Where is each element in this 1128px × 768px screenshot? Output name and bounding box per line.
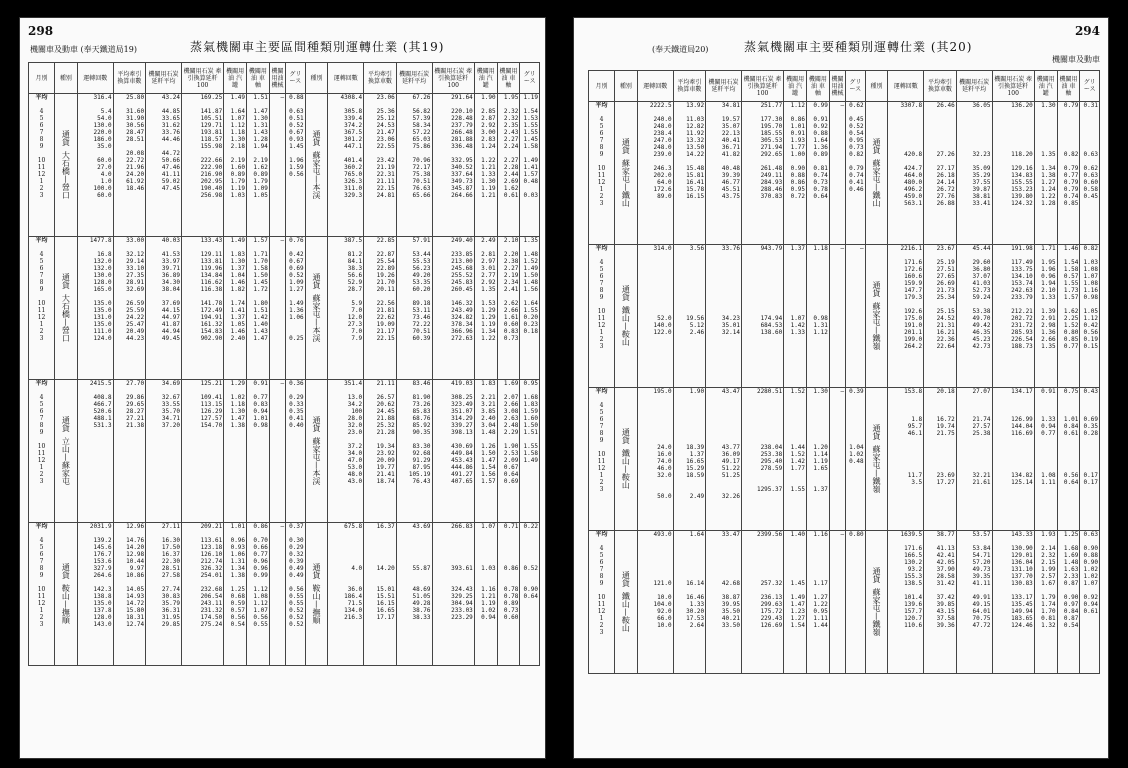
- data-cell: 0.82 1.03 1.08 1.07 1.08 1.16 0.98 1.05 1.12 0.42 0.56 0.19 0.15: [1080, 245, 1100, 388]
- data-cell: 16.37 14.20 15.01 15.51 16.15 16.65 17.17: [364, 523, 397, 666]
- data-cell: 1.57 1.71 1.70 1.58 1.50 1.45 1.72 1.80 1.51 1.42 1.40 1.43 1.47: [247, 237, 270, 380]
- data-cell: 2031.9 139.2 145.6 176.7 153.6 327.9 264.6 142.3 138.8 135.0 137.8 128.0 143.0: [77, 523, 113, 666]
- data-cell: 1.90 18.39 1.37 16.65 15.29 18.59 2.49: [673, 388, 706, 531]
- kind-route-cell: 通貨 蘇家屯—鐵山: [615, 102, 638, 245]
- data-cell: 43.69 55.87 48.69 51.05 49.28 38.76 38.33: [396, 523, 432, 666]
- data-cell: 2.10 2.20 2.38 2.27 2.19 2.34 2.41 2.62 2.66 1.61 0.60 0.83 0.73: [497, 237, 520, 380]
- column-header: 平均牽引換算車數: [364, 63, 397, 94]
- data-cell: 0.99 0.91 0.92 0.88 1.64 1.36 0.89 0.81 0.74 0.73 0.78 0.64: [807, 102, 830, 245]
- column-header: 機關用油 汽罐: [224, 63, 247, 94]
- data-cell: 43.47 43.77 36.09 49.17 51.22 51.25 32.26: [706, 388, 742, 531]
- data-cell: 20.18 16.72 19.74 21.75 23.69 17.27: [924, 388, 957, 531]
- data-cell: 1.71 1.95 1.96 0.96 1.94 2.10 1.33 1.39 2.91 2.98 1.36 2.66 1.35: [1034, 245, 1057, 388]
- data-cell: 1.49 1.83 1.30 1.37 1.04 1.46 1.82 1.74 1.41 1.37 1.05 1.46 2.40: [224, 237, 247, 380]
- kind-route-cell: 通貨 鞍山—撫順: [305, 523, 328, 666]
- data-cell: 1.35 1.48 1.52 1.49 1.50 1.48 1.56 1.64 1.55 0.20 0.23 0.18: [520, 237, 540, 380]
- data-cell: —: [269, 94, 285, 237]
- month-cell: 平均 4 5 6 7 8 9 10 11 12 1 2 3: [29, 380, 55, 523]
- data-cell: 314.0 52.0 140.0 122.0: [637, 245, 673, 388]
- data-cell: 1.29 1.02 1.18 1.30 1.47 1.38: [224, 380, 247, 523]
- column-header: 機關用石炭 牽引換算延粁100: [432, 63, 474, 94]
- data-cell: 1639.5 171.6 166.5 130.2 93.2 155.3 138.5 101.4 139.6 157.7 120.7 110.6: [888, 531, 924, 674]
- data-cell: 36.05 32.23 35.09 35.29 37.55 39.87 38.81 33.41: [956, 102, 992, 245]
- column-header: 運轉回數: [637, 71, 673, 102]
- average-label: 平均: [35, 237, 48, 244]
- column-header: 運轉回數: [888, 71, 924, 102]
- data-cell: 0.91 0.77 0.83 0.94 1.01 0.98: [247, 380, 270, 523]
- page-subtitle: (奉天鐵道局20): [652, 45, 709, 54]
- data-cell: 0.22 0.52 0.90 0.64: [520, 523, 540, 666]
- data-cell: 1.01 0.96 0.93 1.06 1.31 1.34 1.38 1.25 0.68 0.59 0.57 0.56 0.54: [224, 523, 247, 666]
- data-cell: 1.52 1.44 1.52 1.42 1.77 1.55: [784, 388, 807, 531]
- column-header: 機關用石炭 牽引換算延粁100: [741, 71, 783, 102]
- data-cell: 136.20 118.20 129.16 134.83 155.55 153.23 139.80 124.32: [992, 102, 1034, 245]
- data-cell: 209.21 113.61 123.18 126.10 212.74 326.32 254.01 232.68 206.54 243.11 231.32 174.50 275.24: [181, 523, 223, 666]
- column-header: 平均牽引換算車數: [924, 71, 957, 102]
- data-cell: 0.63 0.90 0.88 0.90 1.02 1.02 1.07 0.92 0.94 0.61: [1080, 531, 1100, 674]
- column-header: 機關用石炭 牽引換算延粁100: [992, 71, 1034, 102]
- data-cell: 1.64 16.14 16.46 1.33 30.20 17.53 2.64: [673, 531, 706, 674]
- data-cell: 67.26 56.82 57.39 58.34 57.22 65.03 75.86 70.96 72.17 75.38 70.51 76.63 65.66: [396, 94, 432, 237]
- month-cell: 平均 4 5 6 7 8 9 10 11 12 1 2 3: [589, 102, 615, 245]
- data-cell: 40.03 41.53 33.97 39.71 36.89 34.30 38.04 37.69 44.15 44.97 41.87 44.94 49.45: [146, 237, 182, 380]
- average-label: 平均: [595, 102, 608, 109]
- data-cell: 34.81 19.57 35.07 22.13 40.41 36.71 41.82 40.48 39.39 46.77 45.51 43.75: [706, 102, 742, 245]
- data-cell: 53.57 53.84 54.71 57.20 49.73 39.35 41.11 49.91 49.15 64.01 70.75 47.72: [956, 531, 992, 674]
- data-cell: 1.49 1.64 1.07 1.12 1.18 1.30 2.18 2.19 1.60 0.89 1.79 1.19 1.03: [224, 94, 247, 237]
- data-cell: 1.25 1.68 1.69 1.48 1.63 2.33 0.87 0.90 0.97 0.84 0.87 0.54: [1057, 531, 1080, 674]
- column-header: グリース: [1080, 71, 1100, 102]
- data-cell: 125.21 109.41 113.15 126.29 127.57 154.70: [181, 380, 223, 523]
- month-cell: 平均 4 5 6 7 8 9 10 11 12 1 2 3: [29, 237, 55, 380]
- kind-route-cell: 通貨 蘇家屯—鐵嶺: [865, 388, 888, 531]
- data-cell: 1.40 1.45 1.49 1.47 1.23 1.27 1.54: [784, 531, 807, 674]
- column-header: 機關用石炭 延粁平均: [396, 63, 432, 94]
- data-cell: 675.8 4.0 36.0 186.4 71.5 134.0 216.3: [328, 523, 364, 666]
- column-header: 機關用油 車軸: [807, 71, 830, 102]
- column-header: 機關用油 機械: [829, 71, 845, 102]
- data-cell: 34.69 32.67 33.55 35.70 34.71 37.20: [146, 380, 182, 523]
- data-cell: 0.75 1.01 0.84 0.61 0.56 0.64: [1057, 388, 1080, 531]
- data-cell: 0.88 0.63 0.51 0.52 0.67 0.93 1.45 1.96 1.59 0.56: [286, 94, 306, 237]
- data-cell: 1.51 1.47 1.30 1.31 1.43 1.28 1.94 2.19 1.62 0.89 1.79 1.09 1.05: [247, 94, 270, 237]
- table-block: [29, 94, 540, 237]
- data-cell: 1.83 2.21 3.21 3.85 2.40 3.04 1.48 1.26 1.50 1.47 1.54 1.56 1.57: [474, 380, 497, 523]
- data-cell: 153.8 1.8 95.7 46.1 11.7 3.5: [888, 388, 924, 531]
- column-header: 運轉回數: [77, 63, 113, 94]
- data-cell: 1.18 0.98 1.31 1.12: [807, 245, 830, 388]
- table-block: [29, 237, 540, 380]
- page-subtitle-right: 機關車及動車: [1052, 55, 1100, 64]
- data-cell: 419.03 308.25 323.49 351.07 314.29 339.27 398.13 430.69 449.84 453.43 444.86 491.27 407.65: [432, 380, 474, 523]
- data-cell: 169.25 141.87 105.51 129.71 193.81 118.57 155.98 222.66 222.90 216.90 202.95 190.40 256.98: [181, 94, 223, 237]
- data-cell: 0.76 0.42 0.67 0.69 0.52 1.09 1.27 1.49 1.36 1.06 0.25: [286, 237, 306, 380]
- table-block: [589, 245, 1100, 388]
- data-cell: 0.31 0.63 0.62 0.63 0.60 0.58 0.45: [1080, 102, 1100, 245]
- data-cell: 33.47 42.68 38.87 39.95 35.50 40.21 33.50: [706, 531, 742, 674]
- data-cell: 291.64 220.10 228.48 237.79 266.48 281.88 336.48 332.95 340.52 337.64 349.73 345.87 264.66: [432, 94, 474, 237]
- month-cell: 平均 4 5 6 7 8 9 10 11 12 1 2 3: [589, 245, 615, 388]
- data-cell: 143.33 130.90 129.01 136.04 131.10 137.70 130.83 133.17 135.45 149.94 183.65 124.46: [992, 531, 1034, 674]
- column-header: 種別: [615, 71, 638, 102]
- page-subtitle: 機關車及動車 (奉天鐵道局19): [30, 45, 137, 54]
- data-cell: 2222.5 240.0 248.0 238.4 247.0 248.0 239.0 246.3 202.0 64.0 172.6 89.0: [637, 102, 673, 245]
- data-cell: 2280.51 238.04 253.38 295.40 278.59 1295.37: [741, 388, 783, 531]
- average-label: 平均: [35, 380, 48, 387]
- kind-route-cell: 通貨 蘇家屯—本渓: [305, 380, 328, 523]
- column-header: 機關用石炭 牽引換算延粁100: [181, 63, 223, 94]
- data-cell: —: [269, 380, 285, 523]
- data-cell: 191.98 117.49 133.75 134.10 153.74 242.63 233.79 212.21 202.72 231.72 285.93 226.54 188.73: [992, 245, 1034, 388]
- data-cell: 4308.4 305.8 339.4 374.2 367.5 301.2 447.1 401.4 360.2 765.0 326.3 311.0 329.3: [328, 94, 364, 237]
- data-cell: 13.92 11.03 12.82 11.92 13.32 13.50 14.22 15.48 15.81 16.41 15.78 16.15: [673, 102, 706, 245]
- data-cell: 1.95 2.32 2.32 2.35 2.43 2.27 2.24 2.27 2.28 2.44 2.69 1.62 0.61: [497, 94, 520, 237]
- data-cell: 45.44 29.60 36.80 37.07 41.03 52.73 59.24 53.38 49.70 49.42 46.35 45.23 42.73: [956, 245, 992, 388]
- data-cell: 0.91 1.33 0.94 0.77 1.08 1.11: [1034, 388, 1057, 531]
- data-cell: 387.5 81.2 84.1 38.3 56.6 52.9 28.7 5.9 7.0 12.0 27.3 7.0 7.9: [328, 237, 364, 380]
- data-cell: 23.06 25.36 25.12 24.53 21.47 23.06 22.55 23.42 21.19 22.31 21.11 22.15 24.81: [364, 94, 397, 237]
- month-cell: 平均 4 5 6 7 8 9 10 11 12 1 2 3: [29, 94, 55, 237]
- table-block: [29, 380, 540, 523]
- data-cell: 0.95 1.68 1.83 1.59 1.60 1.50 1.51 1.55 1.58 1.49: [520, 380, 540, 523]
- data-cell: 57.91 53.44 55.53 56.23 49.20 53.35 60.20 89.18 53.11 73.46 72.22 70.51 60.39: [396, 237, 432, 380]
- column-header: 運轉回數: [328, 63, 364, 94]
- column-header: 機關用油 汽罐: [784, 71, 807, 102]
- page-number: 294: [1074, 24, 1100, 38]
- month-cell: 平均 4 5 6 7 8 9 10 11 12 1 2 3: [589, 531, 615, 674]
- data-cell: —: [829, 245, 845, 388]
- data-cell: 0.39 1.04 1.02 0.48: [846, 388, 866, 531]
- column-header: 機關用石炭 延粁平均: [146, 63, 182, 94]
- kind-route-cell: 通貨 鞍山—撫順: [55, 523, 78, 666]
- data-cell: 33.76 34.23 35.01 32.14: [706, 245, 742, 388]
- data-cell: 2.49 2.81 2.97 3.01 2.77 2.92 1.35 1.53 1.29 1.29 1.19 1.34 1.22: [474, 237, 497, 380]
- data-cell: 1.30 1.20 1.14 1.19 1.65 1.37: [807, 388, 830, 531]
- data-cell: 1.16 1.17 1.27 1.22 0.95 1.11 1.44: [807, 531, 830, 674]
- column-header: 種別: [305, 63, 328, 94]
- data-cell: 83.46 81.90 73.26 85.83 68.76 85.92 90.35 83.30 92.68 91.29 87.95 105.19 76.43: [396, 380, 432, 523]
- data-cell: 21.11 26.57 20.62 24.45 21.88 25.32 21.28 19.34 23.92 20.09 19.77 21.41 18.74: [364, 380, 397, 523]
- data-cell: 1.93 2.14 2.32 2.15 1.99 2.57 1.67 1.79 1.74 1.70 0.81 1.32: [1034, 531, 1057, 674]
- month-cell: 平均 4 5 6 7 8 9 10 11 12 1 2 3: [589, 388, 615, 531]
- data-cell: 0.80: [846, 531, 866, 674]
- data-cell: 0.43 0.69 0.35 0.28 0.17 0.17: [1080, 388, 1100, 531]
- data-cell: 27.70 29.86 29.65 28.27 27.21 21.38: [113, 380, 146, 523]
- data-cell: 0.37 0.30 0.29 0.32 0.39 0.49 0.49 0.56 0.55 0.55 0.52 0.52 0.52: [286, 523, 306, 666]
- data-cell: 266.83 393.61 324.43 329.25 304.94 233.03 223.29: [432, 523, 474, 666]
- data-cell: 2415.5 408.8 466.7 520.6 488.1 531.3: [77, 380, 113, 523]
- column-header: 機關用油 車軸: [1057, 71, 1080, 102]
- kind-route-cell: 通貨 蘇家屯—鐵山: [865, 102, 888, 245]
- data-cell: 943.79 174.94 684.53 138.60: [741, 245, 783, 388]
- data-cell: —: [829, 102, 845, 245]
- data-cell: 0.79 0.82 0.79 0.77 0.79 0.79 0.74 0.85: [1057, 102, 1080, 245]
- data-cell: 3307.8 420.8 424.7 464.0 480.0 496.2 459.0 563.1: [888, 102, 924, 245]
- data-cell: 0.71 0.86 0.78 0.78 0.89 0.73 0.60: [497, 523, 520, 666]
- page-title: 蒸氣機關車主要區間種類別運轉仕業 (其19): [190, 40, 445, 54]
- data-cell: 1.69 2.07 2.66 3.08 2.63 2.48 2.29 1.90 2.53 2.09 0.67 0.64 0.69: [497, 380, 520, 523]
- column-header: 平均牽引換算車數: [673, 71, 706, 102]
- data-table: [28, 62, 540, 666]
- data-cell: 27.11 16.30 17.50 16.37 22.30 28.51 27.58 27.74 30.83 35.79 36.31 31.95 29.85: [146, 523, 182, 666]
- data-cell: 351.4 13.0 34.2 100 28.0 32.0 23.0 37.2 34.0 47.0 53.0 48.0 43.0: [328, 380, 364, 523]
- data-cell: 33.00 32.12 29.14 33.10 27.35 28.91 32.69 26.59 25.59 24.22 25.47 20.49 44.23: [113, 237, 146, 380]
- column-header: 平均牽引換算車數: [113, 63, 146, 94]
- average-label: 平均: [35, 94, 48, 101]
- data-cell: —: [846, 245, 866, 388]
- data-cell: 1477.8 16.8 132.0 132.0 130.0 128.0 165.0 135.0 135.0 131.0 135.0 111.0 124.0: [77, 237, 113, 380]
- column-header: グリース: [846, 71, 866, 102]
- data-cell: 1.46 1.54 1.58 0.57 1.55 1.73 1.57 1.62 2.25 1.52 0.80 0.85 0.77: [1057, 245, 1080, 388]
- data-cell: 0.62 0.45 0.52 0.54 0.95 0.73 0.82 0.79 0.74 0.41 0.46: [846, 102, 866, 245]
- kind-route-cell: 通貨 蘇家屯—本渓: [305, 237, 328, 380]
- data-cell: 1.12 0.86 1.01 0.91 1.93 1.77 1.00 0.90 0.88 0.86 0.95 0.72: [784, 102, 807, 245]
- table-block: [589, 102, 1100, 245]
- column-header: 機關用油 車軸: [497, 63, 520, 94]
- data-cell: 195.0 24.0 16.0 74.0 46.0 32.0 50.0: [637, 388, 673, 531]
- data-cell: 22.85 22.87 25.54 22.89 19.26 21.70 20.11 22.56 21.81 22.62 19.09 21.17 22.15: [364, 237, 397, 380]
- data-cell: 27.07 21.74 27.57 25.38 32.21 21.61: [956, 388, 992, 531]
- data-cell: 134.17 126.99 144.04 116.69 134.82 125.14: [992, 388, 1034, 531]
- kind-route-cell: 通貨 立山—蘇家屯: [55, 380, 78, 523]
- data-cell: —: [269, 523, 285, 666]
- kind-route-cell: 通貨 蘇家屯—鐵嶺: [865, 531, 888, 674]
- data-cell: —: [829, 531, 845, 674]
- column-header: 機關用石炭 延粁平均: [956, 71, 992, 102]
- column-header: グリース: [286, 63, 306, 94]
- average-label: 平均: [595, 388, 608, 395]
- data-cell: 1.07 1.03 1.16 1.21 1.19 1.02 0.94: [474, 523, 497, 666]
- data-cell: 2399.56 257.32 236.13 299.63 175.72 229.43 126.69: [741, 531, 783, 674]
- data-cell: 1.19 1.54 1.53 1.55 1.55 1.45 1.58 1.49 1.41 1.57 0.48 0.03: [520, 94, 540, 237]
- average-label: 平均: [595, 245, 608, 252]
- data-cell: 12.96 14.76 14.20 12.98 10.44 9.97 10.86 14.05 14.93 14.72 15.80 18.31 12.74: [113, 523, 146, 666]
- column-header: 機關用石炭 延粁平均: [706, 71, 742, 102]
- column-header: 月別: [29, 63, 55, 94]
- data-cell: 249.40 233.85 213.00 245.68 255.52 245.83 260.45 146.32 243.49 324.82 378.34 366.96 272.63: [432, 237, 474, 380]
- data-cell: 251.77 177.30 195.70 185.55 305.53 271.94 292.65 261.48 249.11 284.93 288.46 370.83: [741, 102, 783, 245]
- kind-route-cell: 通貨 蘇家屯—鐵嶺: [865, 245, 888, 388]
- column-header: 機關用油 車軸: [247, 63, 270, 94]
- data-cell: 0.36 0.29 0.33 0.35 0.41 0.40: [286, 380, 306, 523]
- data-cell: —: [269, 237, 285, 380]
- column-header: 種別: [55, 63, 78, 94]
- column-header: グリース: [520, 63, 540, 94]
- data-cell: 493.0 121.0 10.0 104.0 92.0 66.0 10.0: [637, 531, 673, 674]
- data-cell: —: [829, 388, 845, 531]
- data-cell: 43.24 44.85 33.65 31.62 33.76 44.46 44.72 50.66 47.46 41.11 59.02 47.45: [146, 94, 182, 237]
- right-page: [574, 18, 1108, 758]
- data-cell: 1.90 2.85 2.87 2.92 3.00 2.83 1.24 1.22 1.21 1.33 1.30 1.19 1.21: [474, 94, 497, 237]
- data-table: [588, 70, 1100, 674]
- data-cell: 1.37 1.07 1.42 1.33: [784, 245, 807, 388]
- average-label: 平均: [595, 531, 608, 538]
- data-cell: 23.67 25.19 27.51 27.65 26.69 21.73 25.34 25.15 24.52 21.31 16.21 22.36 22.64: [924, 245, 957, 388]
- kind-route-cell: 通貨 大石橋—營口: [55, 94, 78, 237]
- kind-route-cell: 通貨 鐵山—鞍山: [615, 531, 638, 674]
- page-number: 298: [28, 24, 54, 38]
- column-header: 月別: [589, 71, 615, 102]
- kind-route-cell: 通貨 大石橋—營口: [55, 237, 78, 380]
- column-header: 機關用油 汽罐: [1034, 71, 1057, 102]
- data-cell: 3.56 19.56 5.12 2.46: [673, 245, 706, 388]
- kind-route-cell: 通貨 蘇家屯—本渓: [305, 94, 328, 237]
- month-cell: 平均 4 5 6 7 8 9 10 11 12 1 2 3: [29, 523, 55, 666]
- data-cell: 1.30 1.35 1.34 1.38 1.27 1.24 1.22 1.28: [1034, 102, 1057, 245]
- data-cell: 25.80 31.60 31.90 30.56 28.47 28.51 20.08 22.72 21.96 24.20 61.92 18.46: [113, 94, 146, 237]
- kind-route-cell: 通貨 鐵山—鞍山: [615, 245, 638, 388]
- average-label: 平均: [35, 523, 48, 530]
- data-cell: 133.43 129.11 133.81 119.96 134.84 116.62 116.38 141.78 172.49 194.91 161.32 154.83 902.90: [181, 237, 223, 380]
- column-header: 種別: [865, 71, 888, 102]
- page-title: 蒸氣機關車主要種類別運轉仕業 (其20): [744, 40, 973, 54]
- left-page: [20, 18, 545, 758]
- kind-route-cell: 通貨 鐵山—鞍山: [615, 388, 638, 531]
- table-block: [589, 531, 1100, 674]
- table-block: [589, 388, 1100, 531]
- column-header: 機關用油 機械: [269, 63, 285, 94]
- data-cell: 2216.1 171.6 172.6 160.6 159.9 147.7 179.3 192.6 175.0 191.0 201.1 199.0 264.2: [888, 245, 924, 388]
- data-cell: 0.86 0.70 0.66 0.77 0.96 0.96 0.99 1.12 1.08 1.12 1.07 0.56 0.55: [247, 523, 270, 666]
- table-block: [29, 523, 540, 666]
- data-cell: 26.46 27.26 27.17 26.18 24.14 26.72 27.76 26.88: [924, 102, 957, 245]
- column-header: 機關用油 汽罐: [474, 63, 497, 94]
- data-cell: 38.77 41.13 42.41 42.05 37.90 28.58 31.42 37.42 39.85 43.15 37.58 39.36: [924, 531, 957, 674]
- data-cell: 316.4 5.4 54.0 130.0 220.0 186.0 35.0 60.0 27.0 4.0 1.0 100.0 60.0: [77, 94, 113, 237]
